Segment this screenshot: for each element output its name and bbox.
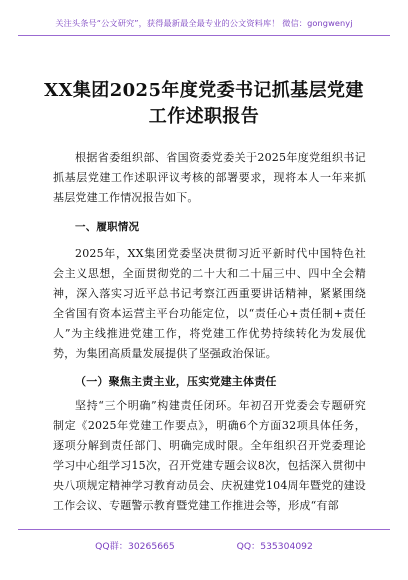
section1-paragraph: 2025年，XX集团党委坚决贯彻习近平新时代中国特色社会主义思想，全面贯彻党的二十大和二十届三中、四中全会精神，深入落实习近平总书记考察江西重要讲话精神，紧紧围绕全省国有资本运营主平台功能定位，以“责任心+责任制+责任人”为主线推进党建工作，将党建工作优势持续转化为发展优势，为集团高质量发展提供了坚强政治保证。 <box>53 247 366 360</box>
subsection1-paragraph: 坚持“三个明确”构建责任闭环。年初召开党委会专题研究制定《2025年党建工作要点》，明确6个方面32项具体任务，逐项分解到责任部门、明确完成时限。全年组织召开党委理论学习中心组学习15次，召开党建专题会议8次，包括深入贯彻中央八项规定精神学习教育动员会、庆祝建党104周年暨党的建设工作会议、专题警示教育暨党建工作推进会等，形成“有部 <box>53 399 366 512</box>
document-content <box>53 148 366 516</box>
subsection-heading-1: （一）聚焦主责主业，压实党建主体责任 <box>75 375 277 388</box>
qq-group: QQ群：30265665 <box>95 541 175 552</box>
footer <box>18 529 390 560</box>
footer-contact <box>18 538 390 552</box>
section-heading-1: 一、履职情况 <box>75 221 140 233</box>
header-notice: 关注头条号“公文研究”，获得最新最全最专业的公文资料库！ 微信：gongwenyj <box>55 18 353 28</box>
document-title: XX集团2025年度党委书记抓基层党建工作述职报告 <box>44 80 364 127</box>
qq-contact: QQ：535304092 <box>236 541 313 552</box>
header-banner <box>18 18 390 36</box>
intro-paragraph: 根据省委组织部、省国资委党委关于2025年度党组织书记抓基层党建工作述职评议考核的部署要求，现将本人一年来抓基层党建工作情况报告如下。 <box>53 151 366 204</box>
